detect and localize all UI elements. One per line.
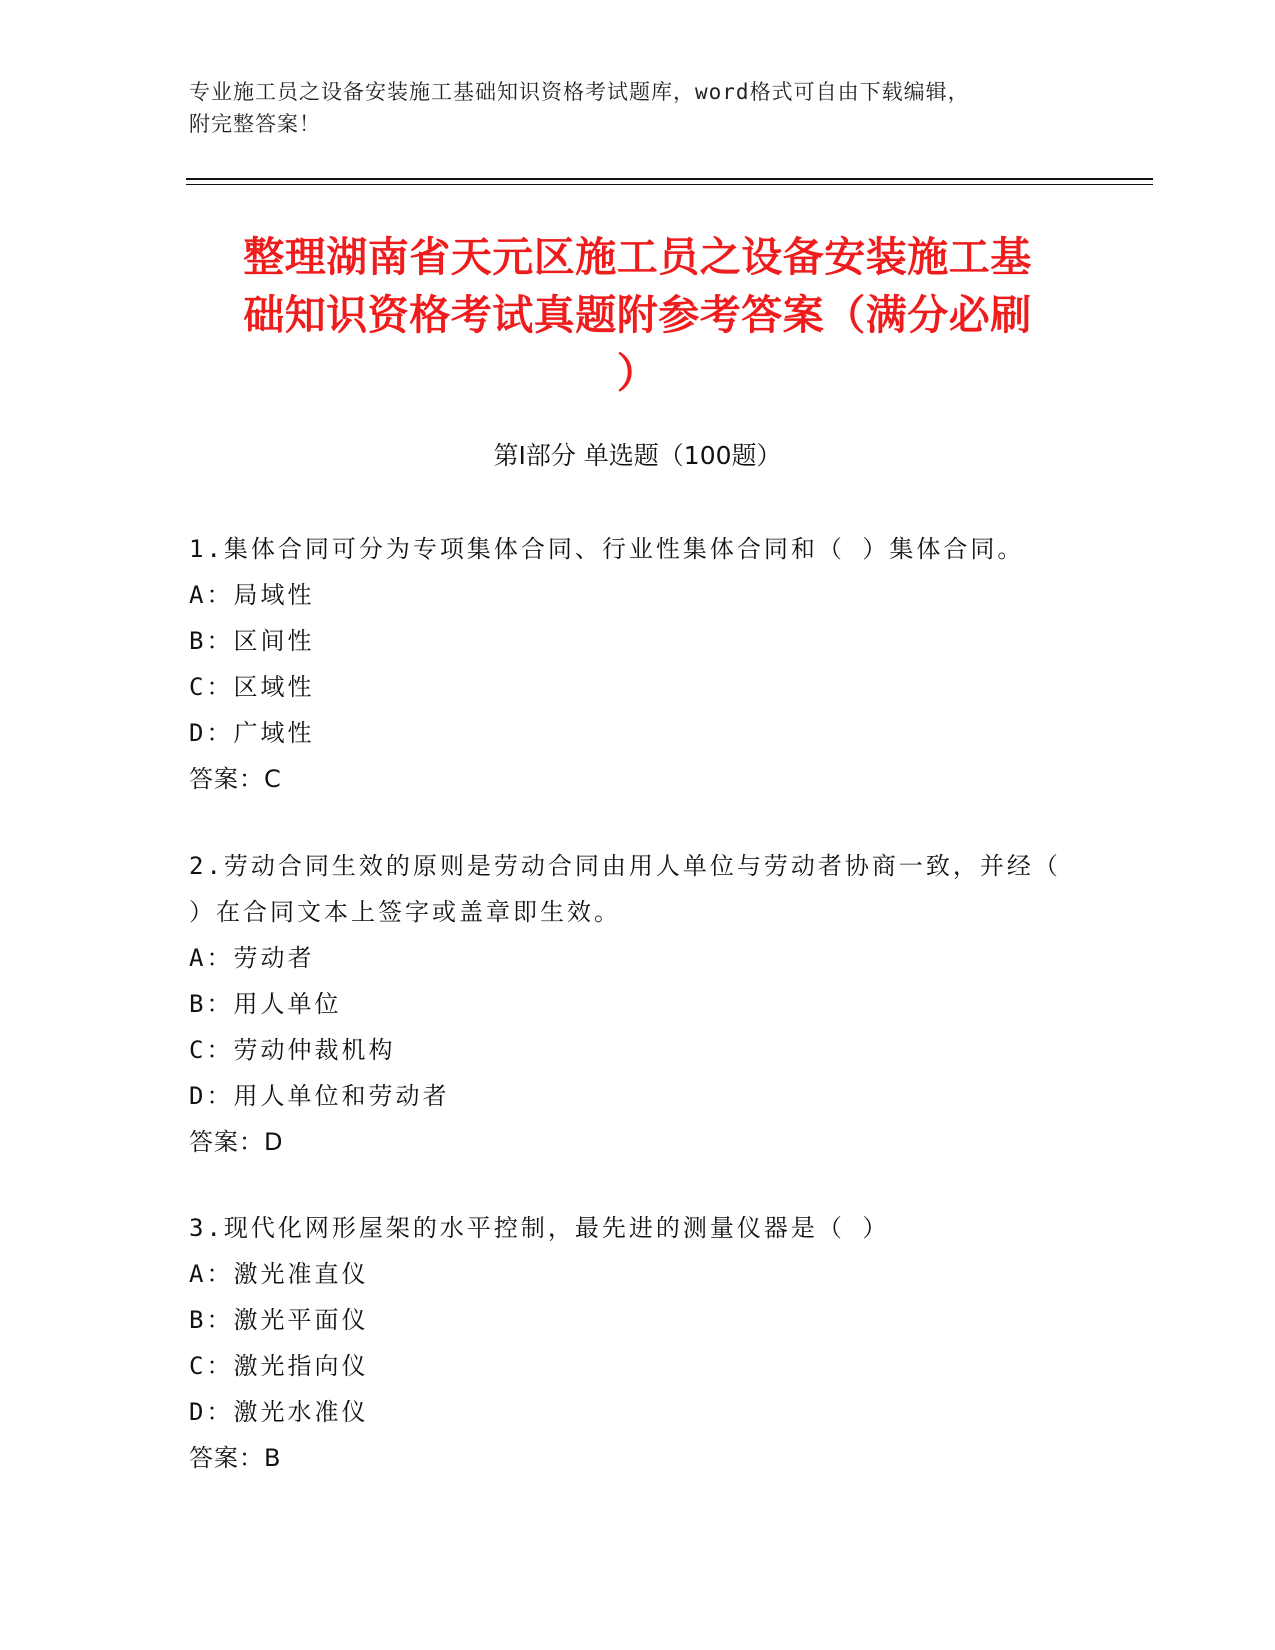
question-stem: 1.集体合同可分为专项集体合同、行业性集体合同和（ ）集体合同。 (189, 535, 1025, 563)
title-line-2: 础知识资格考试真题附参考答案（满分必刷 (243, 291, 1032, 339)
section-title: 第Ⅰ部分 单选题（100题） (493, 441, 782, 470)
option-b: B：区间性 (189, 627, 315, 655)
answer: 答案：C (189, 765, 282, 793)
option-c: C：激光指向仪 (189, 1352, 369, 1380)
option-c: C：区域性 (189, 673, 315, 701)
title-line-3: ） (616, 349, 659, 397)
option-d: D：广域性 (189, 719, 315, 747)
header-note (189, 76, 1069, 140)
question-1 (189, 526, 1069, 802)
option-c: C：劳动仲裁机构 (189, 1036, 396, 1064)
header-note-line-1: 专业施工员之设备安装施工基础知识资格考试题库，word格式可自由下载编辑， (189, 80, 970, 104)
question-stem: 2.劳动合同生效的原则是劳动合同由用人单位与劳动者协商一致，并经（ ）在合同文本上签字或盖章即生效。 (189, 852, 1061, 926)
option-b: B：用人单位 (189, 990, 342, 1018)
option-a: A：局域性 (189, 581, 315, 609)
header-note-line-2: 附完整答案！ (189, 112, 321, 136)
header-divider-thick (186, 178, 1153, 180)
option-d: D：激光水准仪 (189, 1398, 369, 1426)
document-title (160, 228, 1115, 402)
option-d: D：用人单位和劳动者 (189, 1082, 450, 1110)
question-2 (189, 843, 1069, 1165)
option-a: A：激光准直仪 (189, 1260, 369, 1288)
title-line-1: 整理湖南省天元区施工员之设备安装施工基 (243, 233, 1032, 281)
answer: 答案：D (189, 1128, 284, 1156)
header-divider-thin (186, 184, 1153, 185)
option-b: B：激光平面仪 (189, 1306, 369, 1334)
answer: 答案：B (189, 1444, 282, 1472)
option-a: A：劳动者 (189, 944, 315, 972)
question-stem: 3.现代化网形屋架的水平控制，最先进的测量仪器是（ ） (189, 1214, 890, 1242)
question-3 (189, 1205, 1069, 1481)
